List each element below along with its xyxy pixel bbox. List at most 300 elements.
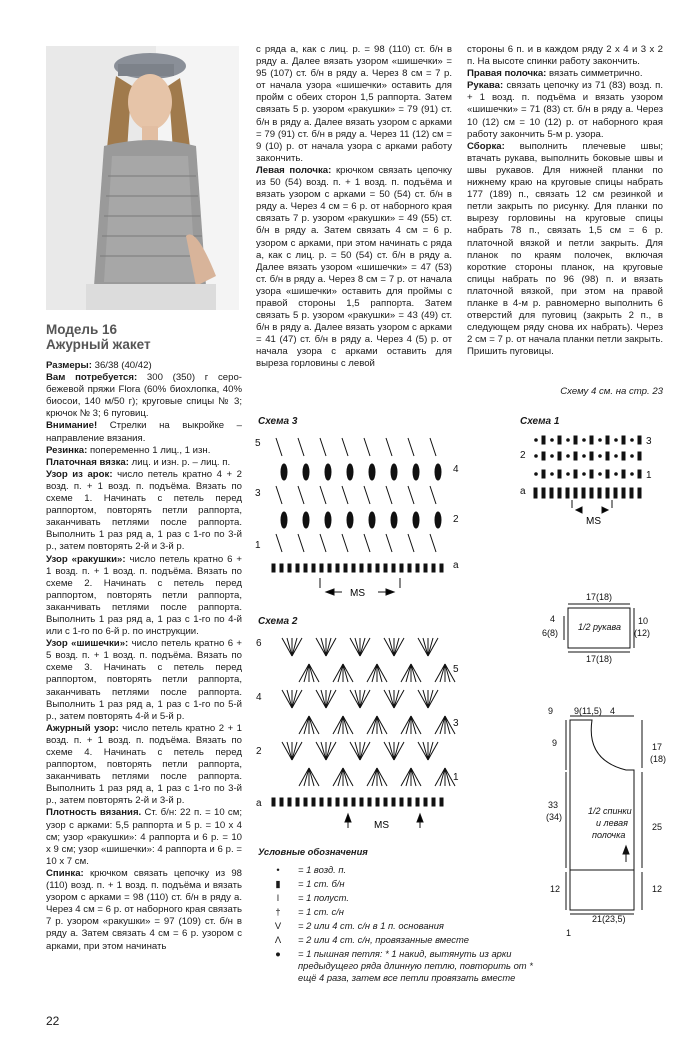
stitch-mark [392, 798, 395, 806]
col1-paragraph [46, 807, 242, 867]
legend-symbol: Λ [274, 934, 282, 945]
stitch-mark [582, 488, 585, 498]
paragraph-heading: Узор «ракушки»: [46, 553, 126, 565]
stitch-mark [551, 473, 554, 476]
stitch-mark [350, 742, 360, 760]
stitch-mark [342, 438, 348, 456]
stitch-mark [558, 452, 561, 460]
stitch-mark [316, 638, 326, 656]
legend-item [258, 892, 543, 904]
stitch-mark [292, 690, 297, 708]
stitch-mark [342, 486, 348, 504]
stitch-mark [372, 768, 377, 786]
col1-paragraph [46, 372, 242, 420]
paragraph-text: крючком связать цепочку из 98 (110) возд. п. + 1 возд. п. подъёма и вязать узором с арками = 98 (110) ст. б/н в ряду а. Через 4 см = 6 р. от наборного края связать 7 р. узором «ракушки» = 97 (109) ст. б/н в ряду а. Затем связать 4 см = 6 р. узором с арками, при этом начинать [46, 867, 242, 952]
stitch-mark [384, 742, 394, 760]
page-number: 22 [46, 1014, 60, 1028]
stitch-mark [303, 464, 309, 480]
stitch-mark [599, 473, 602, 476]
stitch-mark [386, 534, 392, 552]
col2-paragraph [256, 44, 452, 165]
body-label-a: 1/2 спинки [588, 806, 632, 816]
stitch-mark [352, 798, 355, 806]
scheme-2-row-6: 6 [256, 638, 262, 649]
paragraph-heading: Левая полочка: [256, 164, 332, 176]
stitch-mark [325, 512, 331, 528]
stitch-mark [309, 768, 319, 786]
stitch-mark [360, 564, 363, 572]
stitch-mark [320, 798, 323, 806]
scheme-1-row-2: 2 [520, 450, 526, 461]
scheme-3-row-3: 3 [255, 488, 261, 499]
legend-text: = 1 ст. б/н [298, 878, 345, 889]
stitch-mark [377, 768, 382, 786]
stitch-mark [401, 664, 411, 682]
legend [258, 846, 543, 986]
stitch-mark [320, 438, 326, 456]
stitch-mark [276, 486, 282, 504]
stitch-mark [350, 690, 360, 708]
col3-paragraph [467, 44, 663, 68]
stitch-mark [312, 798, 315, 806]
scheme-1-title: Схема 1 [520, 416, 560, 427]
stitch-mark [423, 690, 428, 708]
model-number: Модель 16 [46, 322, 118, 337]
stitch-mark [304, 716, 309, 734]
stitch-mark [333, 768, 343, 786]
col3-paragraph [467, 141, 663, 359]
stitch-mark [411, 768, 421, 786]
stitch-mark [430, 534, 436, 552]
stitch-mark [535, 473, 538, 476]
stitch-mark [391, 464, 397, 480]
stitch-mark [551, 439, 554, 442]
stitch-mark [386, 486, 392, 504]
stitch-mark [413, 464, 419, 480]
stitch-mark [309, 716, 314, 734]
stitch-mark [423, 638, 428, 656]
stitch-mark [287, 742, 292, 760]
body-top-a: 9 [548, 706, 554, 716]
scheme-1-row-3: 3 [646, 436, 652, 447]
stitch-mark [367, 768, 377, 786]
stitch-mark [615, 473, 618, 476]
legend-text: = 1 пышная петля: * 1 накид, вытянуть из арки предыдущего ряда длинную петлю, повторить от * ещё 4 раза, затем все петли провязать вместе [298, 948, 533, 983]
text-column-3 [467, 44, 663, 358]
stitch-mark [411, 768, 416, 786]
stitch-mark [386, 438, 392, 456]
stitch-mark [326, 690, 336, 708]
scheme-2-ms: MS [374, 820, 389, 831]
scheme-1-diagram [512, 428, 652, 528]
paragraph-heading: Размеры: [46, 360, 92, 371]
stitch-mark [394, 742, 404, 760]
scheme-2-row-2: 2 [256, 746, 262, 757]
stitch-mark [411, 716, 416, 734]
stitch-mark [364, 438, 370, 456]
paragraph-text: выполнить плечевые швы; втачать рукава, выполнить боковые швы и швы рукавов. Для нижней планки по нижнему краю на круговые спицы набрать 177 (189) п., связать 12 см резинкой и петли закрыть по рисунку. Для планки по вырезу горловины на круговые спицы набрать 78 п., связать 1,5 см = 6 р. платочной вязкой и петли закрыть. Для планок по краям полочек, включая короткие стороны планок, на круговые спицы набрать по 96 (98) п. и вязать платочной вязкой, при этом на правой планке в 4-м р. равномерно выполнить 6 отверстий для пуговиц (закрыть 2 п., в следующем ряду снова их набрать). Через 2 см = 7 р. от начала планки петли закрыть. Пришить пуговицы. [467, 140, 663, 358]
paragraph-heading: Узор из арок: [46, 468, 113, 480]
stitch-mark [550, 488, 553, 498]
stitch-mark [280, 564, 283, 572]
stitch-mark [445, 768, 450, 786]
text-column-1 [46, 360, 242, 953]
stitch-mark [574, 452, 577, 460]
stitch-mark [336, 798, 339, 806]
legend-symbol: ǀ [276, 892, 280, 903]
sleeve-right-b: (12) [634, 628, 651, 638]
stitch-mark [326, 638, 331, 656]
paragraph-heading: Вам потребуется: [46, 372, 138, 384]
scheme-2-row-5: 5 [453, 664, 459, 675]
stitch-mark [408, 438, 414, 456]
col1-paragraph [46, 457, 242, 469]
stitch-mark [276, 534, 282, 552]
stitch-mark [551, 455, 554, 458]
stitch-mark [558, 436, 561, 444]
sleeve-right-a: 10 [638, 616, 649, 626]
stitch-mark [622, 452, 625, 460]
stitch-mark [424, 564, 427, 572]
stitch-mark [377, 716, 382, 734]
stitch-mark [428, 638, 438, 656]
stitch-mark [428, 690, 433, 708]
stitch-mark [376, 564, 379, 572]
stitch-mark [338, 768, 343, 786]
stitch-mark [338, 716, 343, 734]
stitch-mark [372, 716, 377, 734]
body-left-a: 9 [552, 738, 558, 748]
stitch-mark [567, 439, 570, 442]
stitch-mark [320, 486, 326, 504]
model-title [46, 322, 246, 352]
stitch-mark [638, 488, 641, 498]
stitch-mark [411, 716, 421, 734]
stitch-mark [367, 664, 377, 682]
stitch-mark [406, 716, 411, 734]
stitch-mark [408, 564, 411, 572]
stitch-mark [435, 768, 445, 786]
stitch-mark [423, 742, 428, 760]
legend-symbol: ● [275, 948, 281, 959]
stitch-mark [535, 439, 538, 442]
stitch-mark [435, 716, 445, 734]
stitch-mark [360, 638, 365, 656]
body-label-c: полочка [592, 830, 626, 840]
paragraph-text: число петель кратно 6 + 1 возд. п. + 1 возд. п. подъёма. Вязать по схеме 2. Начинать с петель перед раппортом, повторять петли раппорта, заканчивать петлями после раппорта. Выполнить 1 раз ряд а, 1 раз с 1-го по 4-й или с 1-го по 6-й р. по инструкции. [46, 553, 242, 638]
paragraph-text: Ст. б/н: 22 п. = 10 см; узор с арками: 5,5 раппорта и 5 р. = 10 x 4 см; узор «ракушки»: 4 раппорта и 6 р. = 10 x 9 см; узор «шишечки»: 4 раппорта и 6 р. = 10 x 7 см. [46, 807, 242, 867]
legend-symbol: ▮ [275, 878, 281, 889]
stitch-mark [282, 742, 292, 760]
stitch-mark [304, 768, 309, 786]
paragraph-text: попеременно 1 лиц., 1 изн. [87, 444, 211, 456]
stitch-mark [435, 464, 441, 480]
stitch-mark [347, 464, 353, 480]
stitch-mark [428, 638, 433, 656]
stitch-mark [364, 486, 370, 504]
stitch-mark [299, 716, 309, 734]
stitch-mark [377, 716, 387, 734]
stitch-mark [304, 564, 307, 572]
scheme-2-row-3: 3 [453, 718, 459, 729]
stitch-mark [321, 638, 326, 656]
stitch-mark [292, 638, 302, 656]
paragraph-text: число петель кратно 4 + 2 возд. п. + 1 возд. п. подъёма. Вязать по схеме 1. Начинать с петель перед раппортом, повторять петли раппорта, заканчивать петлями после раппорта. Выполнить 1 раз ряд а, 1 раз с 1-го по 3-й р., затем повторять 2-й и 3-й р. [46, 468, 242, 553]
stitch-mark [599, 439, 602, 442]
stitch-mark [344, 564, 347, 572]
paragraph-text: 300 (350) г серо-бежевой пряжи Flora (60% биохлопка, 40% биосои, 140 м/50 г); круговые спицы № 3; крючок № 3; 6 пуговиц. [46, 372, 242, 420]
stitch-mark [542, 436, 545, 444]
stitch-mark [342, 534, 348, 552]
stitch-mark [288, 798, 291, 806]
stitch-mark [296, 564, 299, 572]
stitch-mark [287, 690, 292, 708]
paragraph-text: вязать симметрично. [546, 68, 643, 80]
body-pattern [530, 700, 690, 940]
stitch-mark [360, 742, 370, 760]
stitch-mark [360, 690, 365, 708]
model-photo-illustration [46, 46, 239, 310]
stitch-mark [377, 664, 387, 682]
stitch-mark [574, 470, 577, 478]
stitch-mark [343, 664, 353, 682]
stitch-mark [567, 473, 570, 476]
scheme-3-row-1: 1 [255, 540, 261, 551]
stitch-mark [288, 564, 291, 572]
body-top-b: 9(11,5) [574, 706, 602, 716]
stitch-mark [344, 798, 347, 806]
stitch-mark [440, 664, 445, 682]
col1-paragraph [46, 554, 242, 639]
stitch-mark [338, 664, 343, 682]
stitch-mark [391, 512, 397, 528]
paragraph-text: связать цепочку из 71 (83) возд. п. + 1 возд. п. подъёма и вязать узором «шишечки» = 71 (83) ст. б/н в ряду а. Через 10 (12) см = 10 (12) р. от наборного края работу закончить 5-м р. узора. [467, 80, 663, 140]
col1-paragraph [46, 420, 242, 444]
scheme-3-diagram [250, 428, 470, 608]
col1-paragraph [46, 723, 242, 808]
col1-paragraph [46, 868, 242, 953]
stitch-mark [326, 742, 336, 760]
stitch-mark [326, 742, 331, 760]
legend-item [258, 906, 543, 918]
stitch-mark [316, 742, 326, 760]
scheme-1-ms: MS [586, 516, 601, 527]
sleeve-pattern [536, 590, 676, 670]
stitch-mark [445, 664, 450, 682]
paragraph-heading: Сборка: [467, 140, 505, 152]
stitch-mark [298, 486, 304, 504]
stitch-mark [336, 564, 339, 572]
col1-paragraph [46, 360, 242, 372]
col1-paragraph [46, 469, 242, 554]
stitch-mark [394, 638, 399, 656]
stitch-mark [368, 798, 371, 806]
stitch-mark [309, 716, 319, 734]
paragraph-text: крючком связать цепочку из 50 (54) возд. п. + 1 возд. п. подъёма и вязать узором с арками = 50 (54) ст. б/н в ряду а. Через 4 см = 6 р. от наборного края связать 7 р. узором «ракушки» = 49 (55) ст. б/н в ряду а. Затем связать 4 см = 6 р. узором с арками, при этом начинать с ряда а, как с лиц. р. = 50 (54) ст. б/н в ряду а. Далее вязать узором «шишечки» = 47 (53) ст. б/н в ряду а. Через 8 см = 7 р. от начала узора «шишечки» оставить для проймы с правой стороны 1,5 раппорта. Затем связать 5 р. узором «ракушки» = 43 (49) ст. б/н в ряду а. Далее вязать узором с арками = 41 (47) ст. б/н в ряду а. Через 4 (5) р. от начала узора с арками оставить для выреза горловины с левой [256, 164, 452, 370]
stitch-mark [440, 798, 443, 806]
paragraph-heading: Рукава: [467, 80, 504, 92]
stitch-mark [590, 436, 593, 444]
stitch-mark [622, 488, 625, 498]
scheme-3-row-a: a [453, 560, 459, 571]
body-label-b: и левая [596, 818, 628, 828]
body-left-d: 12 [550, 884, 561, 894]
stitch-mark [418, 690, 428, 708]
stitch-mark [440, 716, 445, 734]
paragraph-text: 36/38 (40/42) [91, 360, 152, 371]
stitch-mark [389, 638, 394, 656]
stitch-mark [312, 564, 315, 572]
stitch-mark [406, 664, 411, 682]
stitch-mark [542, 488, 545, 498]
stitch-mark [630, 488, 633, 498]
legend-title: Условные обозначения [258, 846, 368, 857]
sleeve-left-b: 6(8) [542, 628, 559, 638]
stitch-mark [282, 638, 292, 656]
body-top-c: 4 [610, 706, 616, 716]
stitch-mark [355, 690, 360, 708]
stitch-mark [376, 798, 379, 806]
scheme-2-row-1: 1 [453, 772, 459, 783]
stitch-mark [583, 455, 586, 458]
stitch-mark [292, 742, 302, 760]
stitch-mark [368, 564, 371, 572]
stitch-mark [320, 564, 323, 572]
stitch-mark [369, 512, 375, 528]
stitch-mark [631, 455, 634, 458]
paragraph-heading: Правая полочка: [467, 68, 547, 80]
text-column-2 [256, 44, 452, 371]
stitch-mark [615, 439, 618, 442]
paragraph-heading: Спинка: [46, 867, 84, 879]
stitch-mark [389, 742, 394, 760]
stitch-mark [606, 436, 609, 444]
scheme-3-row-2: 2 [453, 514, 459, 525]
stitch-mark [355, 638, 360, 656]
stitch-mark [411, 664, 416, 682]
stitch-mark [631, 439, 634, 442]
stitch-mark [384, 564, 387, 572]
stitch-mark [408, 486, 414, 504]
stitch-mark [372, 664, 377, 682]
stitch-mark [333, 664, 343, 682]
stitch-mark [326, 690, 331, 708]
paragraph-heading: Узор «шишечки»: [46, 638, 129, 650]
stitch-mark [567, 455, 570, 458]
stitch-mark [428, 690, 438, 708]
body-bottom-width: 21(23,5) [592, 914, 626, 924]
stitch-mark [615, 455, 618, 458]
legend-text: = 1 полуст. [298, 892, 349, 903]
stitch-mark [416, 564, 419, 572]
col2-paragraph [256, 165, 452, 371]
stitch-mark [296, 798, 299, 806]
scheme-2-row-4: 4 [256, 692, 262, 703]
stitch-mark [432, 798, 435, 806]
stitch-mark [326, 638, 336, 656]
scheme-3-ms: MS [350, 588, 365, 599]
scheme-3-row-4: 4 [453, 464, 459, 475]
stitch-mark [638, 470, 641, 478]
body-right-c: 25 [652, 822, 663, 832]
legend-item [258, 948, 543, 984]
stitch-mark [360, 690, 370, 708]
stitch-mark [413, 512, 419, 528]
legend-symbol: V [274, 920, 282, 931]
stitch-mark [416, 798, 419, 806]
stitch-mark [281, 464, 287, 480]
legend-text: = 2 или 4 ст. с/н в 1 п. основания [298, 920, 444, 931]
stitch-mark [304, 664, 309, 682]
paragraph-text: Стрелки на выкройке – направление вязания. [46, 420, 242, 444]
legend-text: = 1 возд. п. [298, 864, 347, 875]
stitch-mark [401, 768, 411, 786]
model-photo [46, 46, 239, 310]
stitch-mark [384, 798, 387, 806]
stitch-mark [343, 768, 353, 786]
stitch-mark [321, 690, 326, 708]
stitch-mark [606, 452, 609, 460]
stitch-mark [599, 455, 602, 458]
stitch-mark [303, 512, 309, 528]
stitch-mark [400, 798, 403, 806]
stitch-mark [292, 690, 302, 708]
stitch-mark [631, 473, 634, 476]
scheme-3-row-5: 5 [255, 438, 261, 449]
stitch-mark [428, 742, 433, 760]
stitch-mark [287, 638, 292, 656]
stitch-mark [298, 534, 304, 552]
stitch-mark [394, 690, 399, 708]
stitch-mark [321, 742, 326, 760]
stitch-mark [272, 798, 275, 806]
stitch-mark [558, 470, 561, 478]
stitch-mark [411, 664, 421, 682]
body-left-c: (34) [546, 812, 563, 822]
stitch-mark [566, 488, 569, 498]
stitch-mark [350, 638, 360, 656]
sleeve-bottom-width: 17(18) [586, 654, 613, 664]
stitch-mark [638, 436, 641, 444]
stitch-mark [343, 768, 348, 786]
stitch-mark [400, 564, 403, 572]
stitch-mark [304, 798, 307, 806]
paragraph-heading: Резинка: [46, 444, 88, 456]
stitch-mark [367, 716, 377, 734]
legend-text: = 2 или 4 ст. с/н, провязанные вместе [298, 934, 470, 945]
paragraph-text: лиц. и изн. р. – лиц. п. [128, 456, 231, 468]
stitch-mark [377, 768, 387, 786]
stitch-mark [406, 768, 411, 786]
stitch-mark [343, 664, 348, 682]
stitch-mark [535, 455, 538, 458]
stitch-mark [298, 438, 304, 456]
legend-symbol: † [275, 906, 281, 917]
stitch-mark [309, 664, 319, 682]
stitch-mark [292, 638, 297, 656]
stitch-mark [590, 470, 593, 478]
legend-item [258, 920, 543, 932]
scheme-1-row-1: 1 [646, 470, 652, 481]
stitch-mark [428, 742, 438, 760]
stitch-mark [369, 464, 375, 480]
stitch-mark [394, 742, 399, 760]
stitch-mark [347, 512, 353, 528]
legend-item [258, 878, 543, 890]
legend-items [258, 864, 543, 984]
stitch-mark [418, 638, 428, 656]
sleeve-top-width: 17(18) [586, 592, 613, 602]
